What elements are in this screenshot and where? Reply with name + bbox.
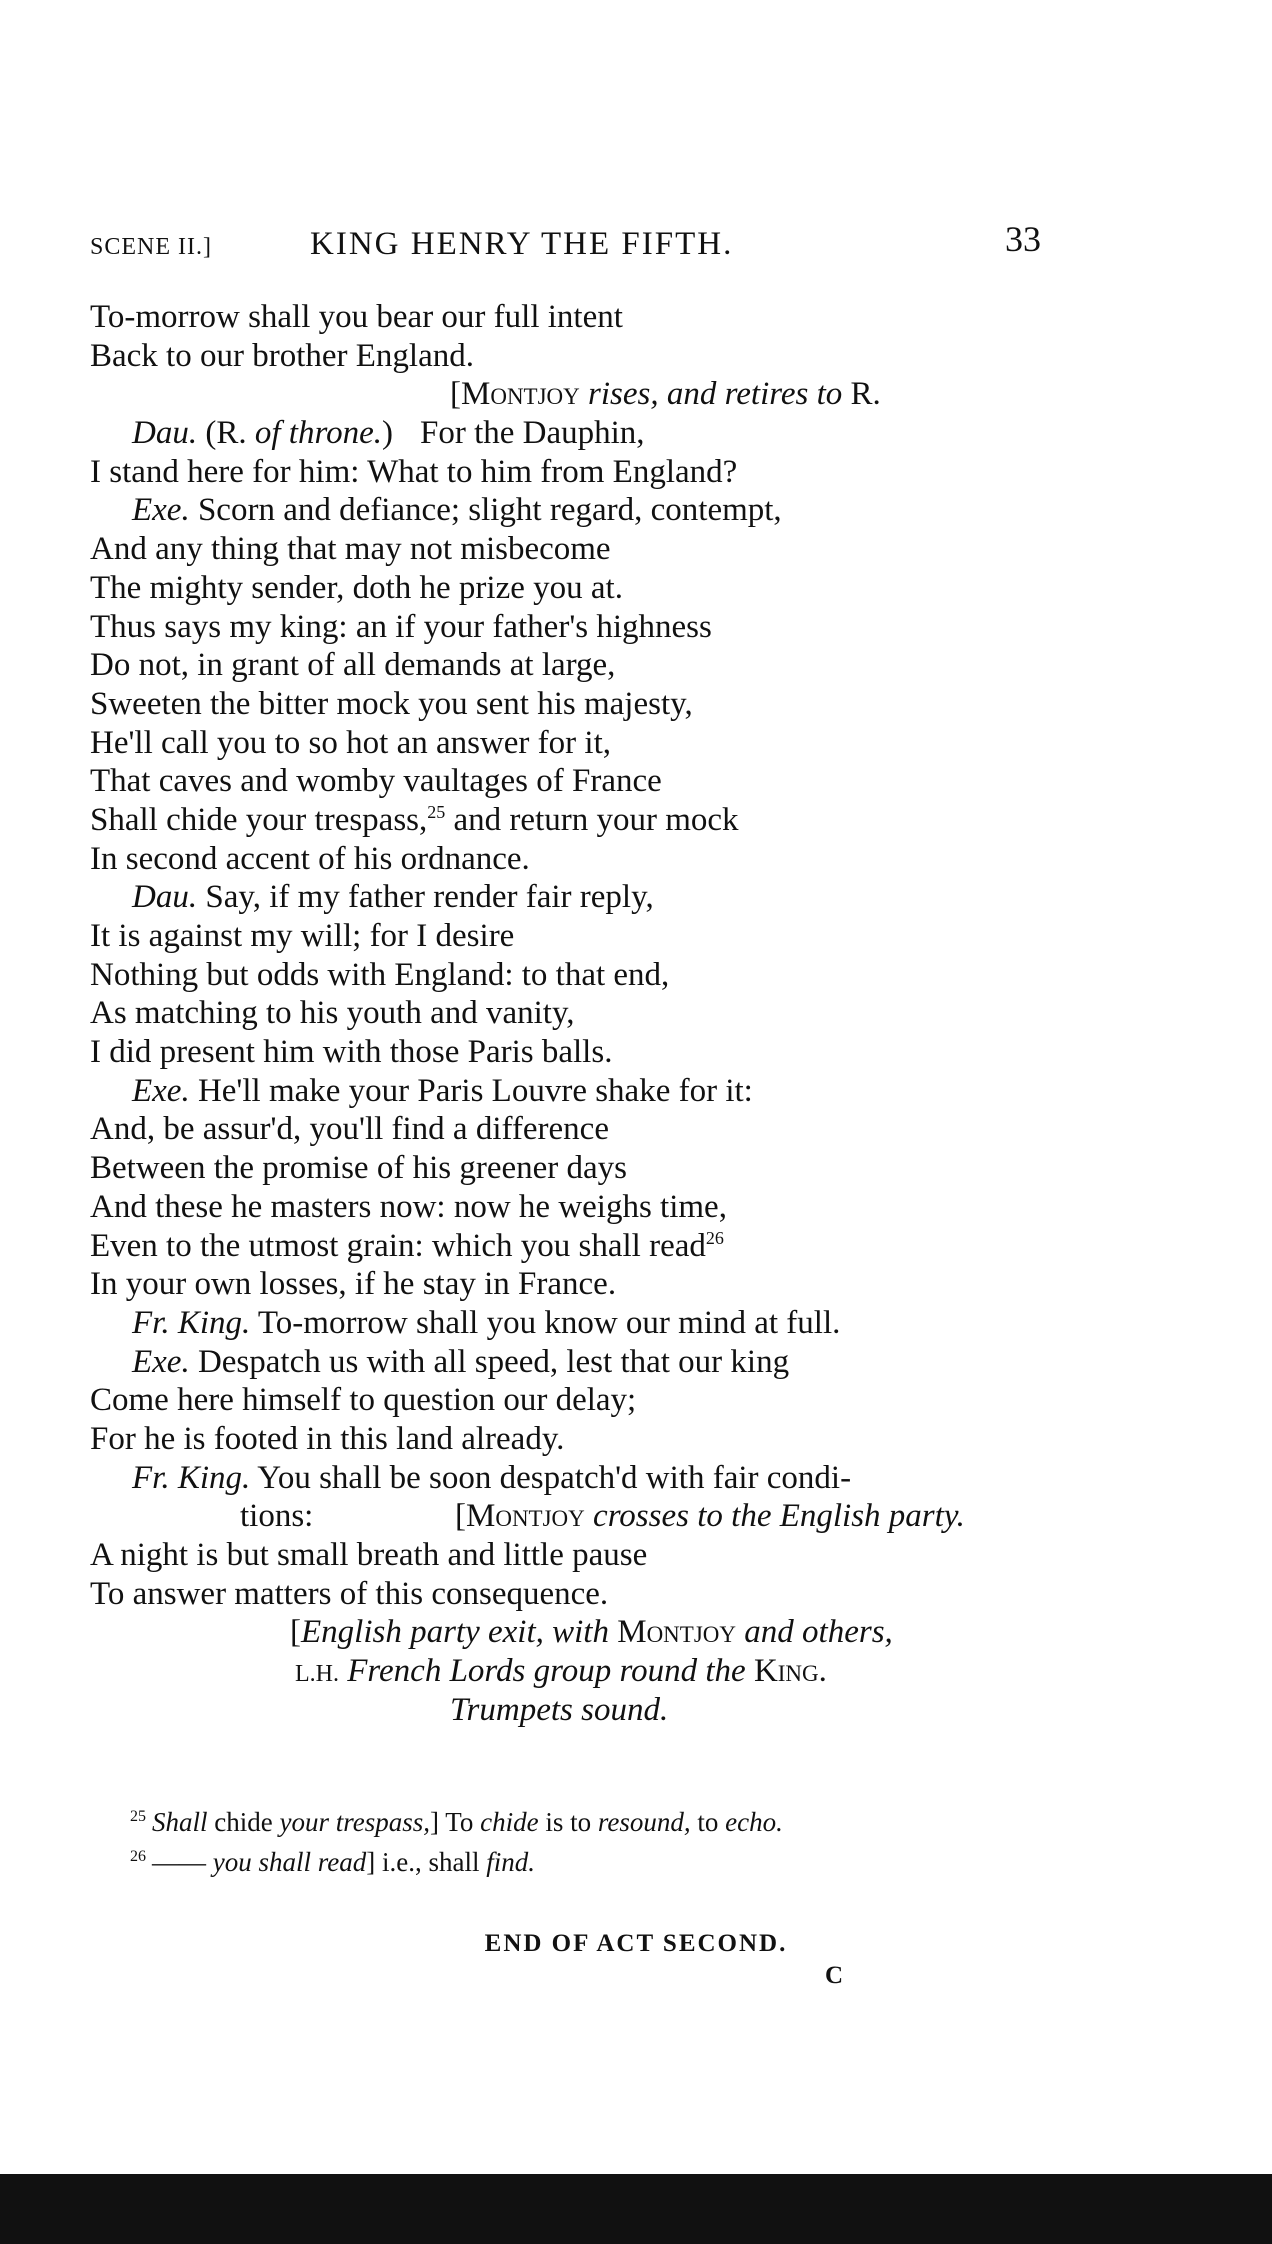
running-title: KING HENRY THE FIFTH. [310,226,734,262]
signature-mark: C [825,1962,844,1989]
verse-line: And, be assur'd, you'll find a difference [90,1111,609,1148]
footnotes [130,1802,1030,1882]
verse-line: Shall chide your trespass,$^{25}$ and return your mock [90,801,739,838]
verse-line: In second accent of his ordnance. [90,840,530,877]
verse-line: Even to the utmost grain: which you shall read$^{26}$ [90,1227,724,1264]
stage-direction: [Montjoy rises, and retires to R. [450,376,881,413]
verse-line: Between the promise of his greener days [90,1150,627,1187]
verse-line: Nothing but odds with England: to that end, [90,956,670,993]
verse-line: Back to our brother England. [90,337,474,374]
footnote-25: $^{25}$ Shall chide your trespass,] To chide is to resound, to echo. [130,1807,783,1837]
verse-line: I did present him with those Paris balls. [90,1034,613,1071]
speech-line: Exe. Scorn and defiance; slight regard, contempt, [132,492,782,529]
verse-line: That caves and womby vaultages of France [90,763,662,800]
end-of-act: END OF ACT SECOND. [484,1930,788,1957]
play-text [90,298,1090,1729]
verse-line: Do not, in grant of all demands at large, [90,647,616,684]
verse-line: He'll call you to so hot an answer for it, [90,724,611,761]
speaker-name: Exe. [132,1072,190,1109]
speaker-name: Dau. [132,415,198,452]
footnote-ref: 25 [427,801,446,822]
page-number: 33 [1005,219,1041,259]
speaker-name: Fr. King. [132,1459,251,1496]
verse-line: Sweeten the bitter mock you sent his majesty, [90,685,693,722]
speaker-name: Fr. King. [132,1304,251,1341]
verse-line: To-morrow shall you bear our full intent [90,299,623,335]
verse-line: And any thing that may not misbecome [90,531,611,568]
speaker-name: Exe. [132,492,190,529]
verse-line: For he is footed in this land already. [90,1420,565,1457]
page-header [90,218,1050,268]
verse-line: In your own losses, if he stay in France. [90,1266,617,1303]
verse-line: As matching to his youth and vanity, [90,995,575,1032]
scan-edge [0,2174,1272,2244]
verse-line: Thus says my king: an if your father's highness [90,608,712,645]
stage-direction: Trumpets sound. [450,1691,669,1728]
verse-line: Come here himself to question our delay; [90,1382,637,1419]
verse-line: tions: [Montjoy crosses to the English party. [240,1498,965,1535]
verse-line: The mighty sender, doth he prize you at. [90,569,623,606]
speech-line: Fr. King. You shall be soon despatch'd with fair condi- [132,1459,852,1496]
speaker-name: Dau. [132,879,198,916]
speaker-name: Exe. [132,1343,190,1380]
stage-direction: [English party exit, with Montjoy and others, [290,1614,893,1651]
speech-line: Exe. He'll make your Paris Louvre shake for it: [132,1072,753,1109]
speech-line: Exe. Despatch us with all speed, lest that our king [132,1343,790,1380]
speech-line: Dau. (R. of throne.) For the Dauphin, [132,415,645,452]
verse-line: And these he masters now: now he weighs time, [90,1188,727,1225]
verse-line: It is against my will; for I desire [90,918,515,954]
speech-line: Fr. King. To-morrow shall you know our mind at full. [132,1304,841,1341]
footnote-ref: 26 [705,1227,724,1248]
verse-line: I stand here for him: What to him from England? [90,453,738,490]
speech-line: Dau. Say, if my father render fair reply, [132,879,654,916]
verse-line: To answer matters of this consequence. [90,1575,609,1612]
scene-label: SCENE II.] [90,234,212,260]
stage-direction: L.H. French Lords group round the King. [295,1653,827,1690]
footnote-26: $^{26}$ —— you shall read] i.e., shall find. [130,1847,535,1877]
verse-line: A night is but small breath and little pause [90,1537,648,1573]
